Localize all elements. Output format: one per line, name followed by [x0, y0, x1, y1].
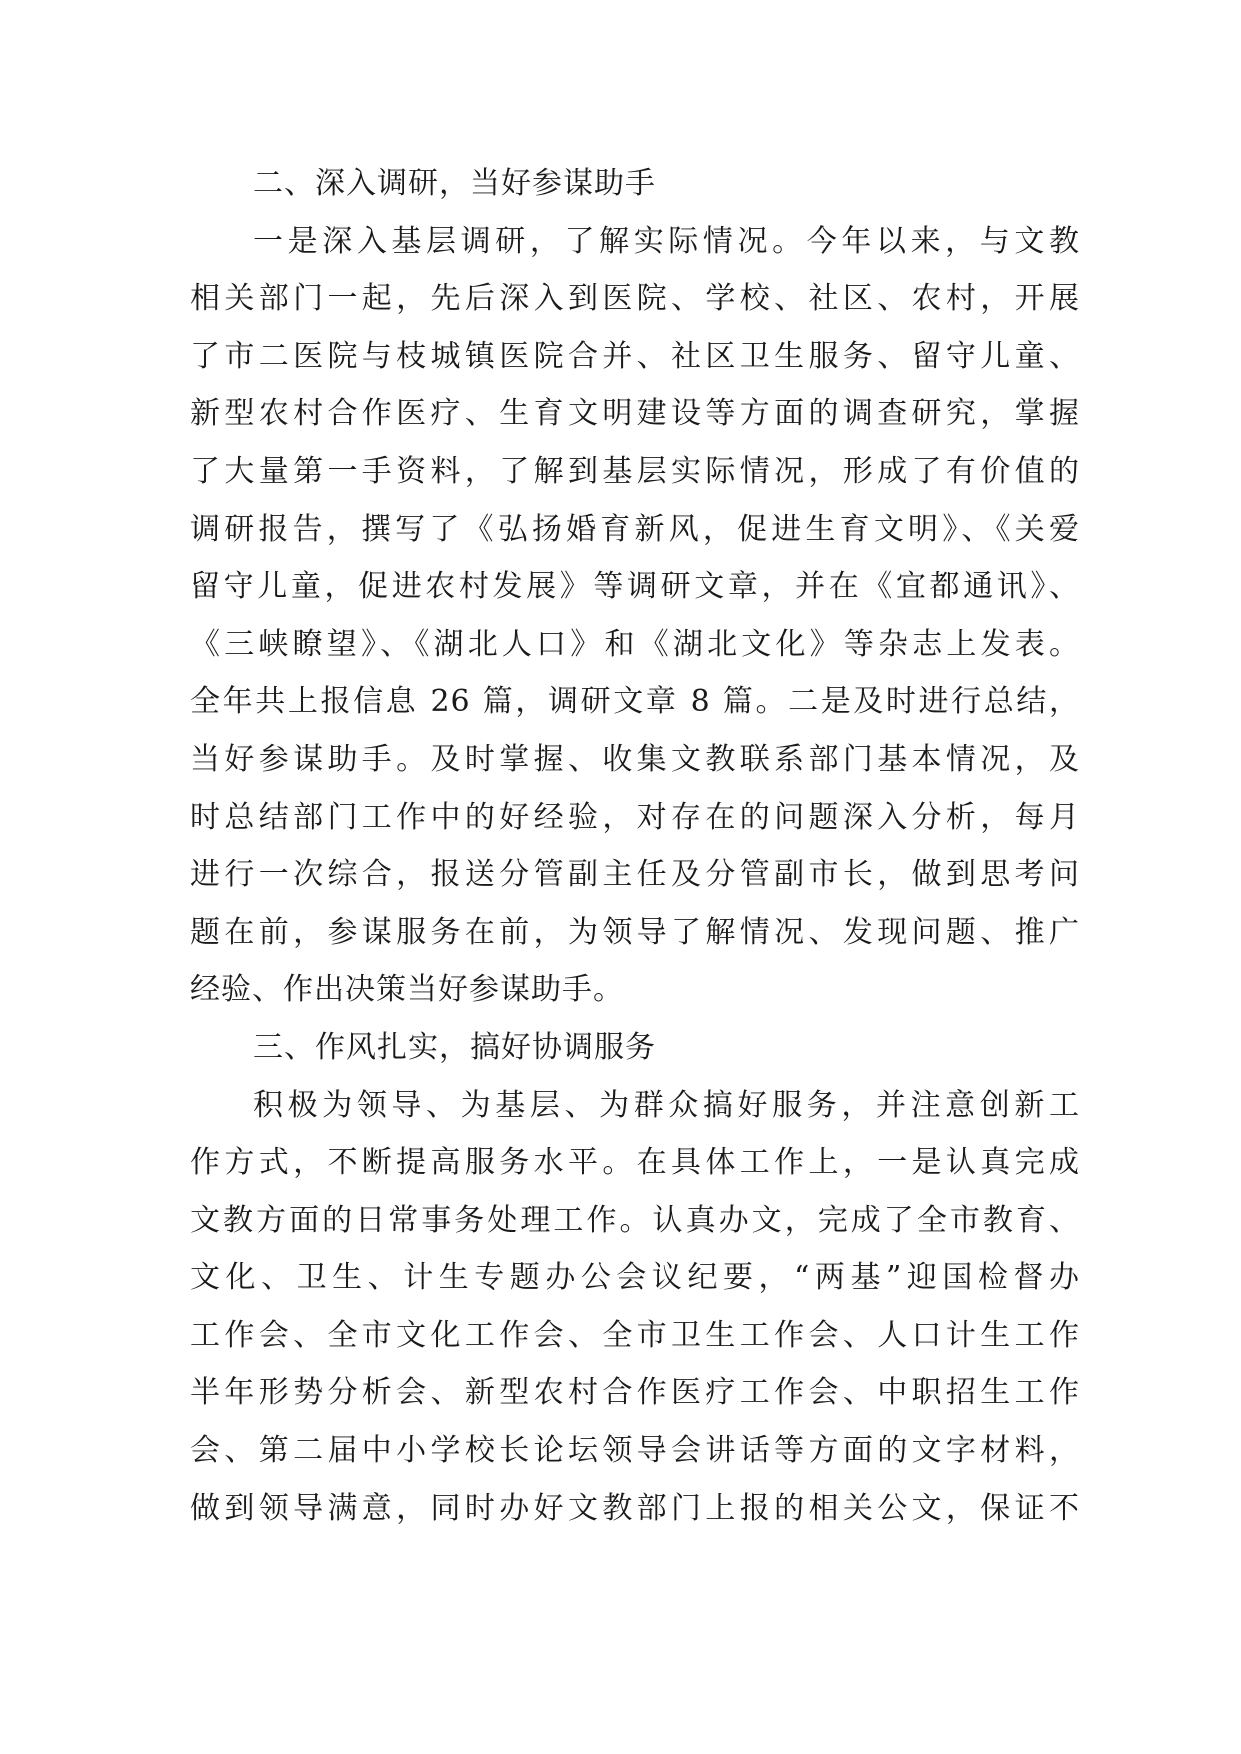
- text-line: 工作会、全市文化工作会、全市卫生工作会、人口计生工作: [190, 1317, 1080, 1353]
- text-line: 全年共上报信息 26 篇，调研文章 8 篇。二是及时进行总结，: [190, 684, 1080, 720]
- text-line: 了大量第一手资料，了解到基层实际情况，形成了有价值的: [190, 453, 1080, 489]
- text-line: 文化、卫生、计生专题办公会议纪要，“两基”迎国检督办: [190, 1260, 1080, 1296]
- text-line: 相关部门一起，先后深入到医院、学校、社区、农村，开展: [190, 281, 1080, 317]
- text-line: 《三峡瞭望》、《湖北人口》和《湖北文化》等杂志上发表。: [190, 626, 1080, 662]
- text-line: 题在前，参谋服务在前，为领导了解情况、发现问题、推广: [190, 914, 1080, 950]
- text-line: 留守儿童，促进农村发展》等调研文章，并在《宜都通讯》、: [190, 569, 1080, 605]
- text-line: 经验、作出决策当好参谋助手。: [190, 972, 624, 1008]
- section-heading: 三、作风扎实，搞好协调服务: [253, 1029, 656, 1065]
- text-line: 文教方面的日常事务处理工作。认真办文，完成了全市教育、: [190, 1202, 1080, 1238]
- text-line: 进行一次综合，报送分管副主任及分管副市长，做到思考问: [190, 857, 1080, 893]
- text-line: 作方式，不断提高服务水平。在具体工作上，一是认真完成: [190, 1145, 1080, 1181]
- text-line: 做到领导满意，同时办好文教部门上报的相关公文，保证不: [190, 1490, 1080, 1526]
- text-line: 会、第二届中小学校长论坛领导会讲话等方面的文字材料，: [190, 1433, 1080, 1469]
- text-line: 了市二医院与枝城镇医院合并、社区卫生服务、留守儿童、: [190, 338, 1080, 374]
- text-line: 时总结部门工作中的好经验，对存在的问题深入分析，每月: [190, 799, 1080, 835]
- document-body: [190, 155, 1080, 1537]
- text-line: 积极为领导、为基层、为群众搞好服务，并注意创新工: [253, 1087, 1080, 1123]
- text-line: 新型农村合作医疗、生育文明建设等方面的调查研究，掌握: [190, 396, 1080, 432]
- section-heading: 二、深入调研，当好参谋助手: [253, 166, 656, 201]
- text-line: 调研报告，撰写了《弘扬婚育新风，促进生育文明》、《关爱: [190, 511, 1080, 547]
- text-line: 半年形势分析会、新型农村合作医疗工作会、中职招生工作: [190, 1375, 1080, 1411]
- text-line: 一是深入基层调研，了解实际情况。今年以来，与文教: [253, 223, 1080, 259]
- text-line: 当好参谋助手。及时掌握、收集文教联系部门基本情况，及: [190, 741, 1080, 777]
